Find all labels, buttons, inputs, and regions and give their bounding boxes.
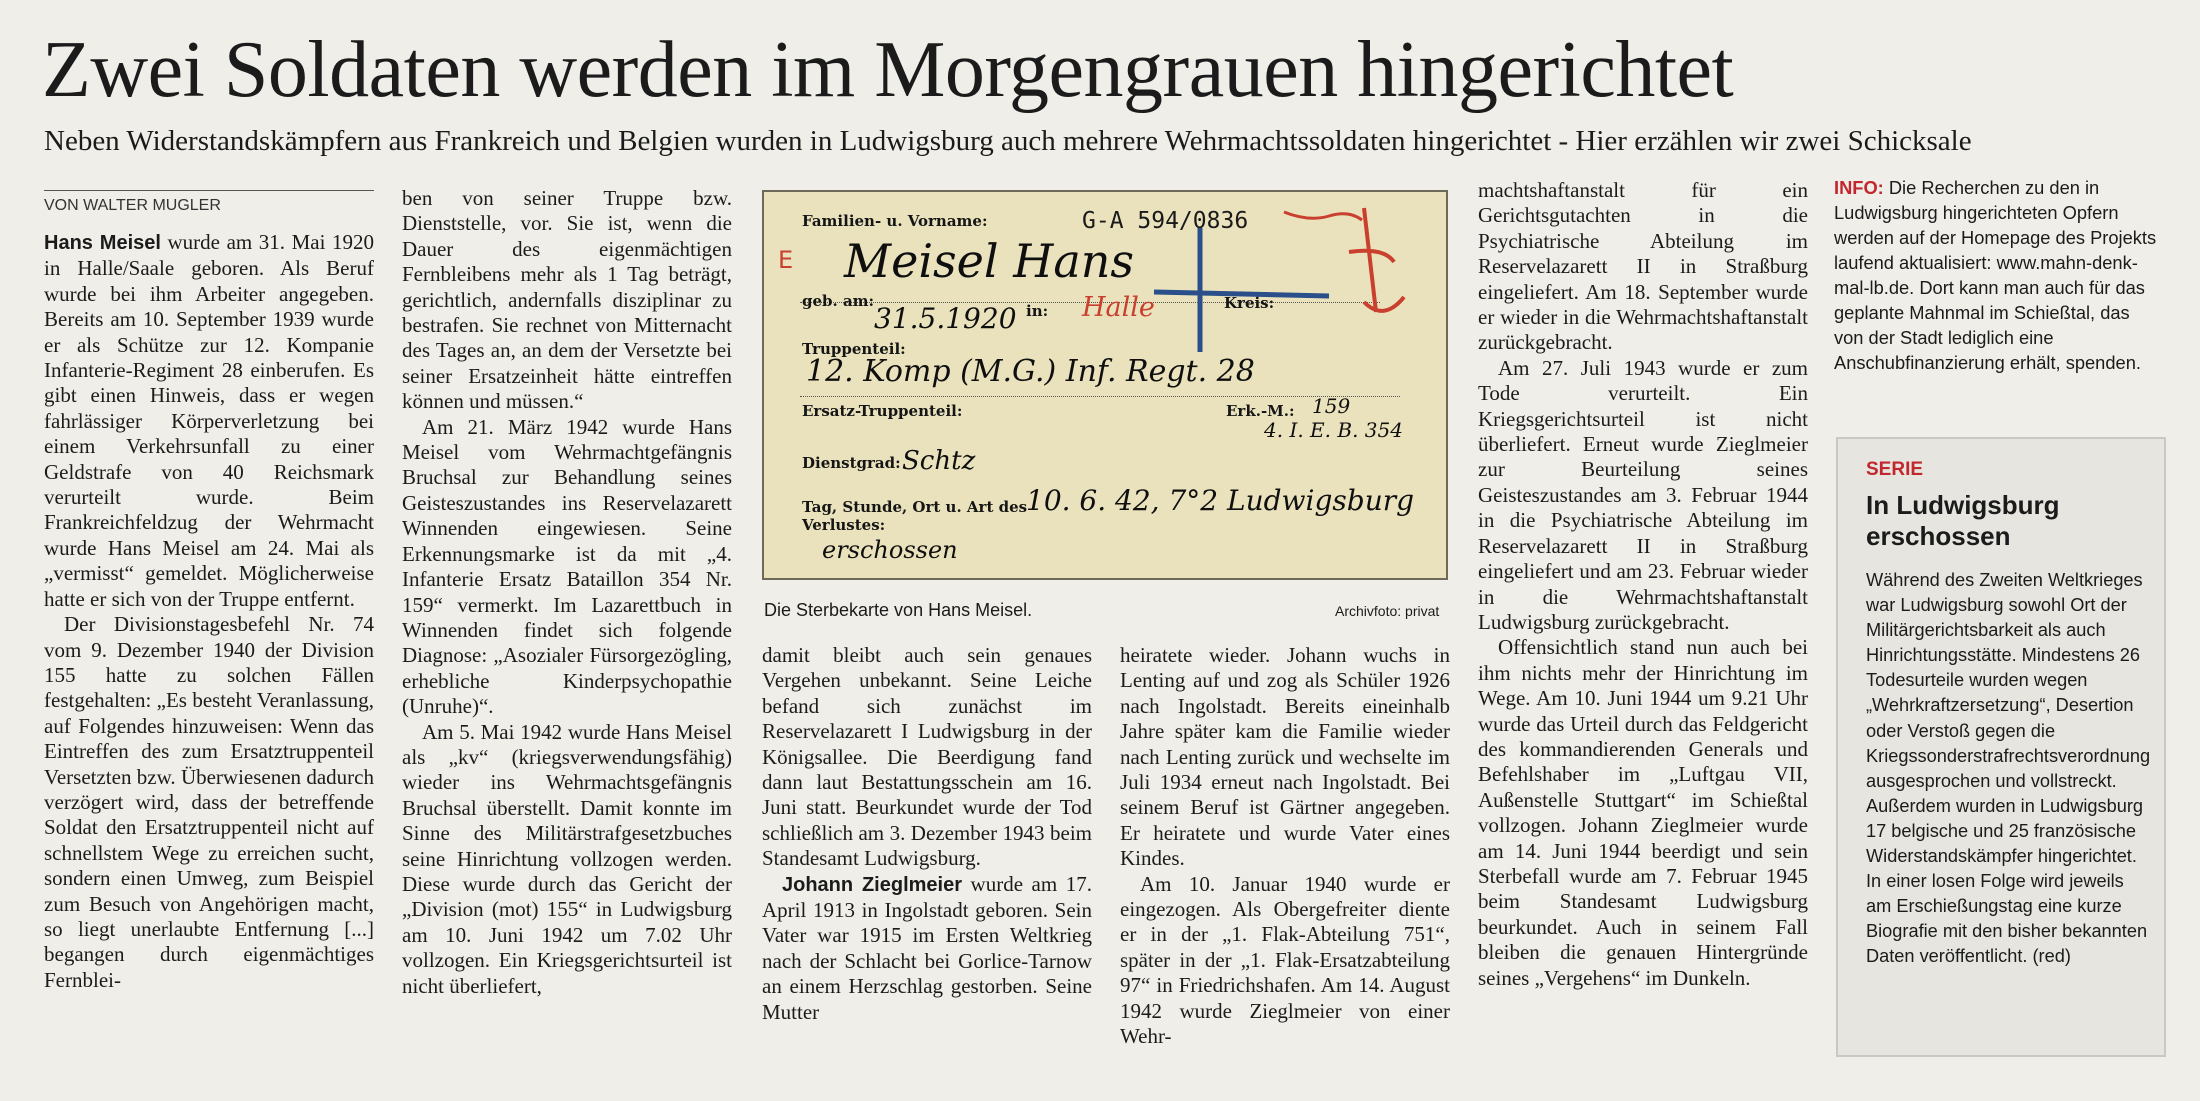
card-hand-unit: 12. Komp (M.G.) Inf. Regt. 28 [806, 354, 1255, 389]
byline-rule [44, 190, 374, 191]
person-name: Hans Meisel [44, 232, 161, 254]
card-label-in: in: [1026, 302, 1049, 320]
card-label-kreis: Kreis: [1224, 294, 1275, 312]
article-column-5 [1478, 178, 1808, 1093]
card-label-name: Familien- u. Vorname: [802, 212, 988, 230]
subheadline: Neben Widerstandskämpfern aus Frankreich und Belgien wurden in Ludwigsburg auch mehrere Wehrmachtssoldaten hingerichtet - Hier erzählen wir zwei Schicksale [44, 125, 1972, 157]
card-hand-ek: 159 [1312, 394, 1351, 418]
person-name: Johann Zieglmeier [782, 873, 962, 896]
card-hand-in: Halle [1082, 292, 1155, 323]
card-hand-loss-type: erschossen [822, 536, 958, 564]
card-file-number: G-A 594/0836 [1082, 208, 1249, 234]
series-kicker: SERIE [1866, 459, 1924, 480]
paragraph-text: wurde am 31. Mai 1920 in Halle/Saale geboren. Als Beruf wurde bei ihm Arbeiter angegeben. Bereits am 10. September 1939 wurde er als Schütze zur 12. Kompanie Infanterie-Regiment 28 einberufen. Es gibt einen Hinweis, dass er wegen fahrlässiger Körperverletzung bei einem Verkehrsunfall zu einer Geldstrafe von 40 Reichsmark verurteilt wurde. Beim Frankreichfeldzug der Wehrmacht wurde Hans Meisel am 24. Mai als „vermisst“ gemeldet. Möglicherweise hatte er sich von der Truppe entfernt. [44, 230, 374, 611]
article-column-1 [44, 230, 374, 1090]
card-hand-born: 31.5.1920 [874, 302, 1017, 335]
card-hand-rank: Schtz [902, 446, 976, 476]
death-record-card-photo [762, 190, 1448, 580]
card-hand-loss: 10. 6. 42, 7°2 Ludwigsburg [1026, 484, 1415, 517]
paragraph: Am 5. Mai 1942 wurde Hans Meisel als „kv“ (kriegsverwendungsfähig) wieder ins Wehrmachtsgefängnis Bruchsal überstellt. Damit konnte im Sinne des Militärstrafgesetzbuches seine Hinrichtung vollzogen werden. Diese wurde durch das Gericht der „Division (mot) 155“ in Ludwigsburg am 10. Juni 1942 um 7.02 Uhr vollzogen. Ein Kriegsgerichtsurteil ist nicht überliefert, [402, 719, 732, 998]
paragraph: machtshaftanstalt für ein Gerichtsgutachten in die Psychiatrische Abteilung im Reservelazarett II in Straßburg eingeliefert. Am 18. September wurde er wieder in die Wehrmachtshaftanstalt zurückgebracht. [1478, 178, 1808, 355]
card-label-ek: Erk.-M.: [1226, 402, 1295, 420]
series-text: Während des Zweiten Weltkrieges war Ludwigsburg sowohl Ort der Militärgerichtsbarkeit als auch Hinrichtungsstätte. Mindestens 26 Todesurteile wurden wegen „Wehrkraftzersetzung“, Desertion oder Verstoß gegen die Kriegssonderstrafrechtsverordnung ausgesprochen und vollstreckt. Außerdem wurden in Ludwigsburg 17 belgische und 25 französische Widerstandskämpfer hingerichtet. In einer losen Folge wird jeweils am Erschießungstag eine kurze Biografie mit den bisher bekannten Daten veröffentlicht. (red) [1866, 570, 2151, 967]
paragraph: Der Divisionstagesbefehl Nr. 74 vom 9. Dezember 1940 der Division 155 hatte zu solchen Fällen festgehalten: „Es besteht Veranlassung, auf Folgendes hinzuweisen: Wenn das Eintreffen des zum Ersatztruppenteil Versetzten bzw. Überwiesenen dadurch verzögert wird, dass der betreffende Soldat den Ersatztruppenteil nicht auf schnellstem Wege zu erreichen sucht, sondern einen Umweg, zum Beispiel zum Besuch von Angehörigen macht, so liegt unerlaubte Entfernung [...] begangen durch eigenmächtiges Fernblei- [44, 612, 374, 992]
photo-caption: Die Sterbekarte von Hans Meisel. [764, 600, 1033, 620]
byline: VON WALTER MUGLER [44, 197, 221, 214]
info-text: Die Recherchen zu den in Ludwigsburg hingerichteten Opfern werden auf der Homepage des Projekts laufend aktualisiert: www.mahn-denk-mal-lb.de. Dort kann man auch für das geplante Mahnmal im Schießtal, das von der Stadt lediglich eine Anschubfinanzierung erhält, spenden. [1834, 177, 2157, 373]
card-label-reserve-unit: Ersatz-Truppenteil: [802, 402, 963, 420]
series-title: In Ludwigsburg erschossen [1866, 490, 2060, 551]
info-note [1834, 175, 2164, 375]
paragraph: Am 21. März 1942 wurde Hans Meisel vom Wehrmachtgefängnis Bruchsal zur Behandlung seines Geisteszustandes ins Reservelazarett Winnenden eingewiesen. Seine Erkennungsmarke ist da mit „4. Infanterie Ersatz Bataillon 354 Nr. 159“ vermerkt. Im Lazarettbuch in Winnenden findet sich folgende Diagnose: „Asozialer Fürsorgezögling, erhebliche Kinderpsychopathie (Unruhe)“. [402, 414, 732, 719]
paragraph: Am 27. Juli 1943 wurde er zum Tode verurteilt. Ein Kriegsgerichtsurteil ist nicht überliefert. Erneut wurde Zieglmeier zur Beurteilung seines Geisteszustandes am 3. Februar 1944 in die Psychiatrische Abteilung im Reservelazarett II in Straßburg eingeliefert und am 23. Februar wieder in die Wehrmachtshaftanstalt Ludwigsburg zurückgebracht. [1478, 355, 1808, 634]
paragraph-text: wurde am 17. April 1913 in Ingolstadt geboren. Sein Vater war 1915 im Ersten Weltkrieg nach der Schlacht bei Gorlice-Tarnow an einem Herzschlag gestorben. Seine Mutter [762, 871, 1092, 1024]
card-red-mark: E [778, 246, 794, 274]
paragraph [762, 872, 1092, 1025]
article-column-4 [1120, 643, 1450, 1093]
red-pencil-mark [1349, 208, 1404, 312]
paragraph [44, 230, 374, 612]
paragraph: ben von seiner Truppe bzw. Dienststelle, vor. Sie ist, wenn die Dauer des eigenmächtigen Fernbleibens mehr als 1 Tag beträgt, gerichtlich, andernfalls disziplinar zu bestrafen. Sie rechnet von Mitternacht des Tages an, an dem der Versetzte bei seiner Ersatzeinheit hätte eintreffen können und müssen.“ [402, 186, 732, 414]
card-label-unit: Truppenteil: [802, 340, 906, 358]
red-pencil-mark [1284, 212, 1362, 220]
card-red-pencil-cross-mark [764, 192, 1448, 580]
blue-pencil-mark [1154, 292, 1329, 296]
paragraph: heiratete wieder. Johann wuchs in Lenting auf und zog als Schüler 1926 nach Ingolstadt. Bereits eineinhalb Jahre später kam die Familie wieder nach Lenting zurück und wechselte im Juli 1934 erneut nach Ingolstadt. Bei seinem Beruf ist Gärtner angegeben. Er heiratete und wurde Vater eines Kindes. [1120, 643, 1450, 871]
card-label-loss: Tag, Stunde, Ort u. Art des Verlustes: [802, 498, 1028, 534]
card-label-rank: Dienstgrad: [802, 454, 901, 472]
paragraph: damit bleibt auch sein genaues Vergehen unbekannt. Seine Leiche befand sich zunächst im Reservelazarett I Ludwigsburg in der Königsallee. Die Beerdigung fand dann laut Bestattungsschein am 16. Juni statt. Beurkundet wurde der Tod schließlich am 3. Dezember 1943 beim Standesamt Ludwigsburg. [762, 643, 1092, 871]
article-column-3 [762, 643, 1092, 1093]
card-label-born: geb. am: [802, 292, 875, 310]
pencil-marks [1154, 208, 1404, 352]
card-hand-name: Meisel Hans [844, 234, 1134, 288]
card-hand-ek-unit: 4. I. E. B. 354 [1264, 418, 1403, 442]
info-tag: INFO: [1834, 177, 1884, 198]
paragraph: Am 10. Januar 1940 wurde er eingezogen. Als Obergefreiter diente er in der „1. Flak-Abteilung 751“, später in der „1. Flak-Ersatzabteilung 97“ in Friedrichshafen. Am 14. August 1942 wurde Zieglmeier von einer Wehr- [1120, 871, 1450, 1049]
headline: Zwei Soldaten werden im Morgengrauen hingerichtet [42, 26, 1734, 114]
article-column-2 [402, 186, 732, 1086]
photo-credit: Archivfoto: privat [1335, 603, 1440, 619]
paragraph: Offensichtlich stand nun auch bei ihm nichts mehr der Hinrichtung im Wege. Am 10. Juni 1944 um 9.21 Uhr wurde das Urteil durch das Feldgericht des kommandierenden Generals und Befehlshaber im „Luftgau VII, Außenstelle Stuttgart“ im Schießtal vollzogen. Johann Zieglmeier wurde am 14. Juni 1944 beerdigt und sein Sterbefall wurde am 7. Februar 1945 beim Standesamt Ludwigsburg beurkundet. Auch in seinem Fall bleiben die genauen Hintergründe seines „Vergehens“ im Dunkeln. [1478, 635, 1808, 990]
